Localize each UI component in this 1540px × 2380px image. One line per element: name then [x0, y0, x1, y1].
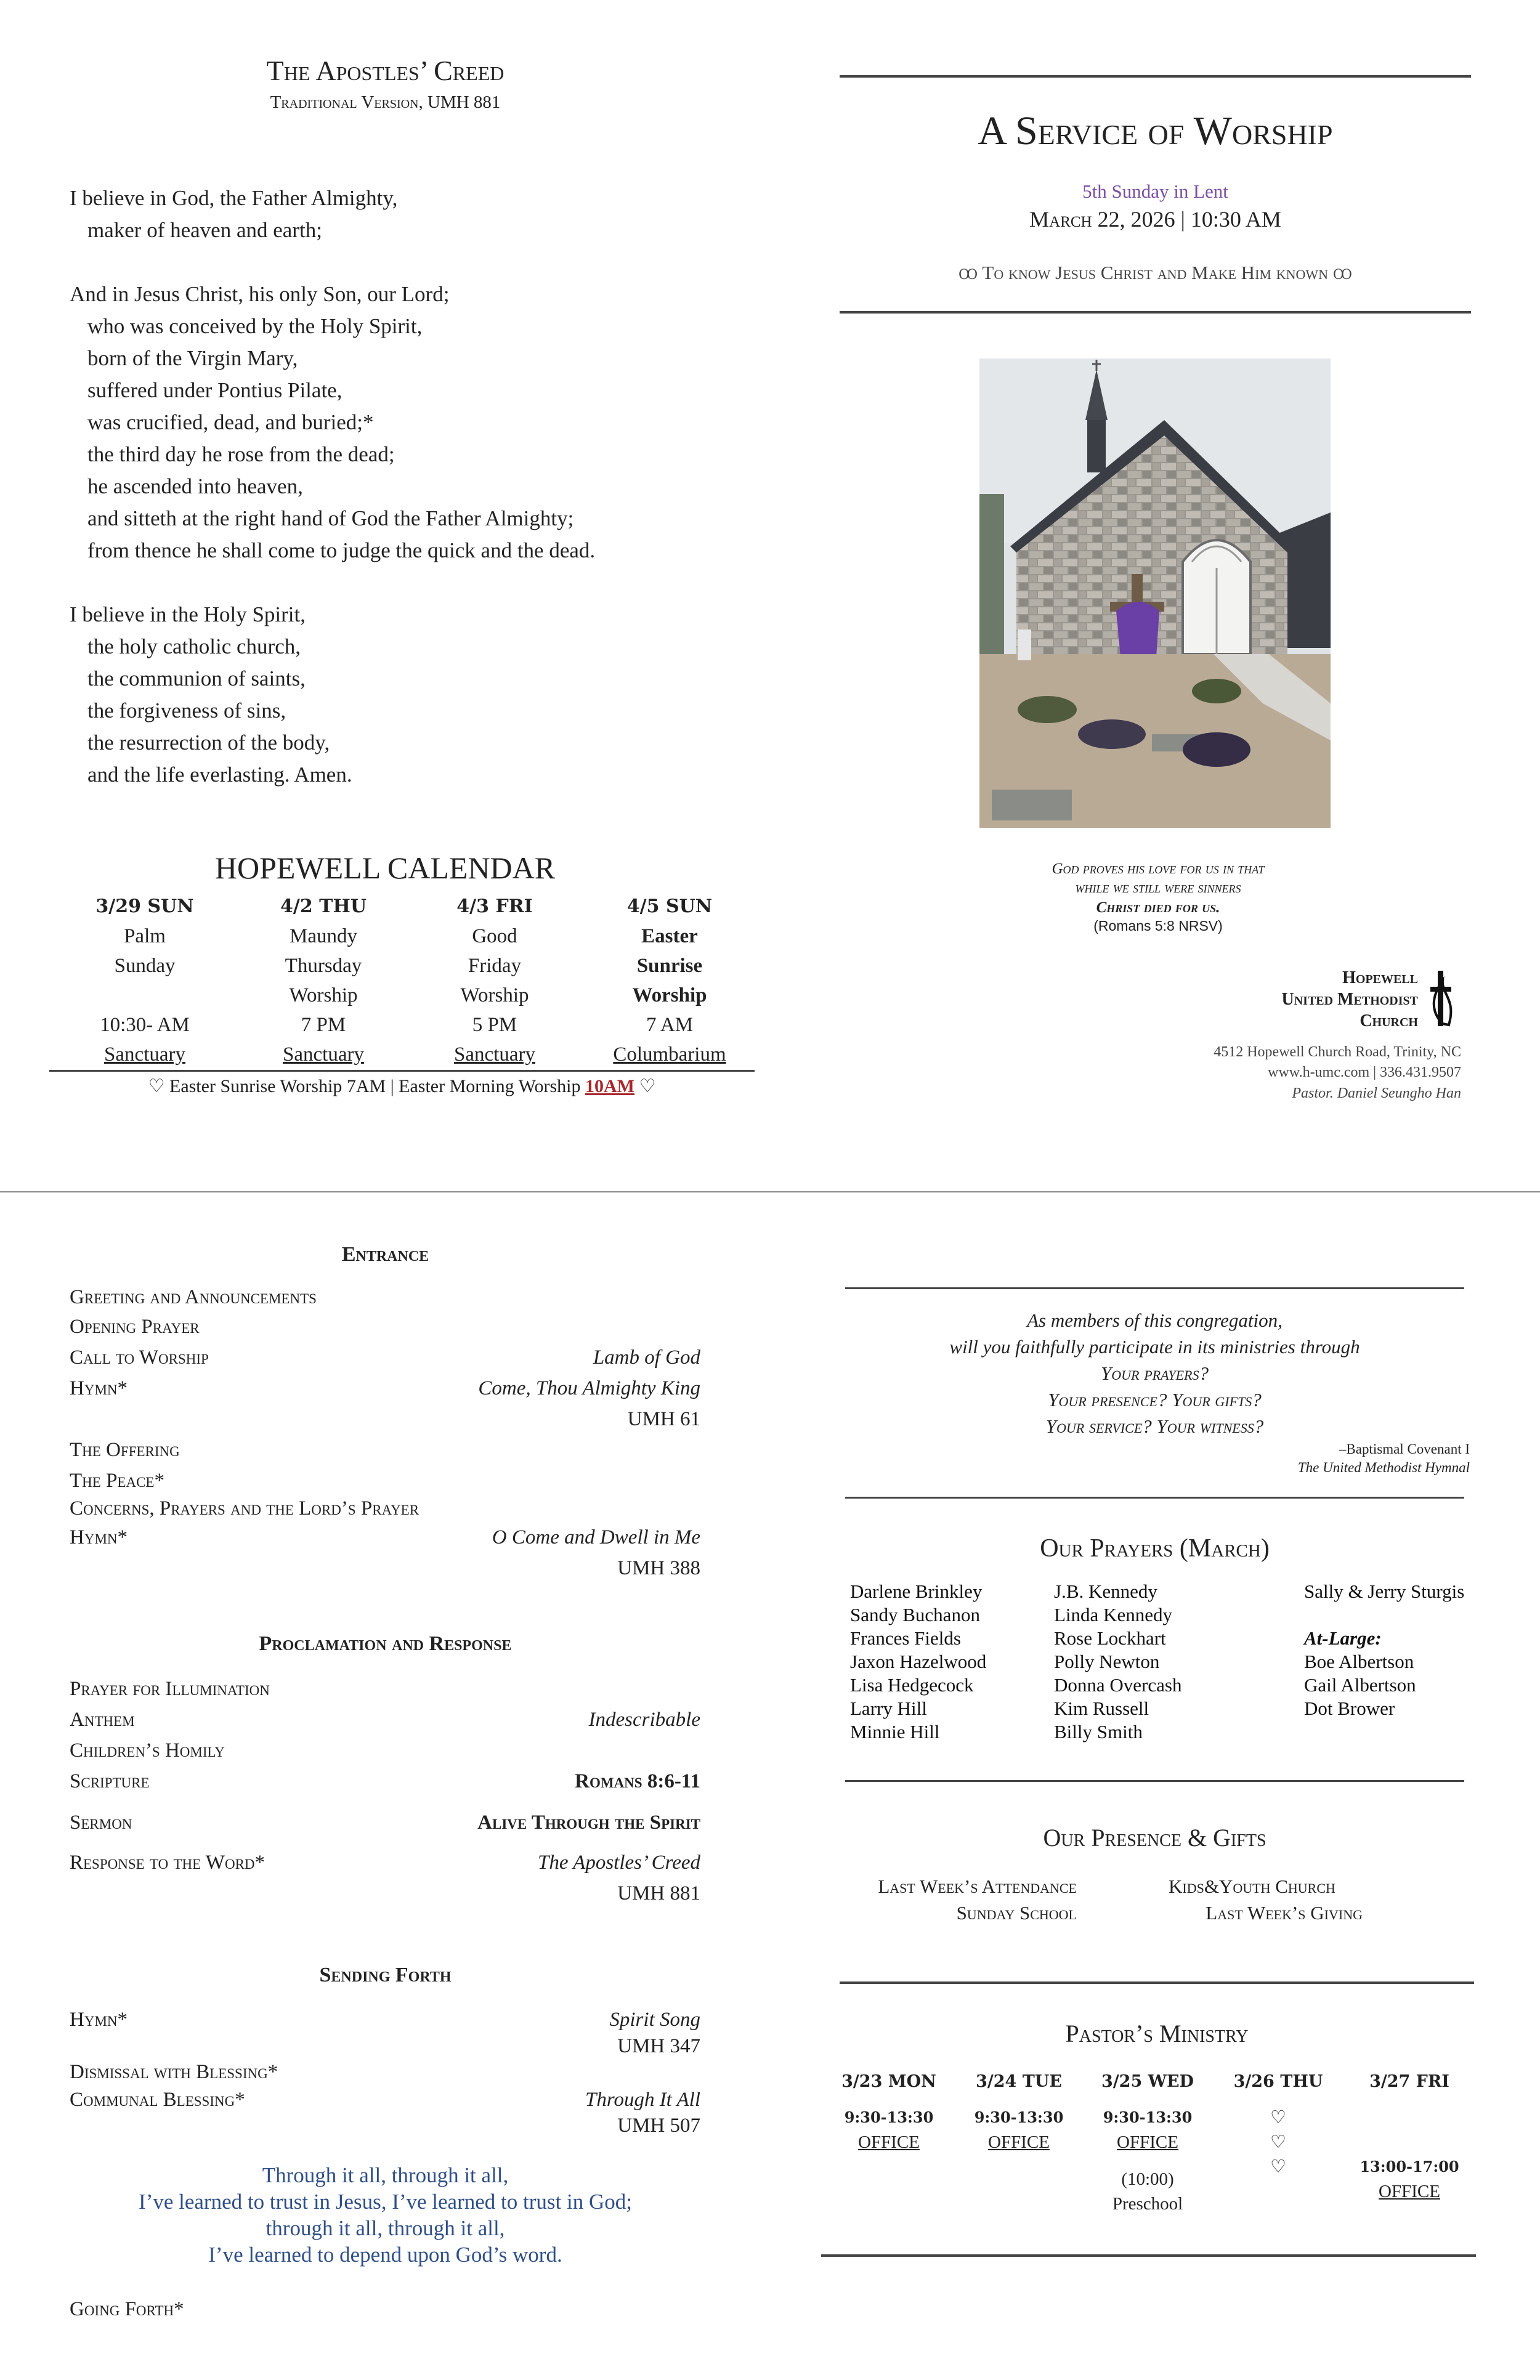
order-item: Prayer for Illumination: [70, 1678, 270, 1700]
prayer-name: Frances Fields: [850, 1627, 961, 1649]
creed-line: who was conceived by the Holy Spirit,: [87, 314, 423, 338]
order-item-hymn-number: UMH 881: [617, 1882, 700, 1904]
lyric-line: I’ve learned to depend upon God’s word.: [208, 2243, 562, 2267]
order-item: Hymn*: [70, 1526, 128, 1548]
heart-icon: ♡: [1270, 2108, 1286, 2127]
cover-occasion: 5th Sunday in Lent: [1082, 180, 1228, 202]
prayers-title: Our Prayers (March): [1040, 1534, 1270, 1563]
creed-line: born of the Virgin Mary,: [87, 346, 298, 370]
order-item-hymn-number: UMH 61: [627, 1408, 700, 1430]
prayer-name: Donna Overcash: [1054, 1674, 1182, 1696]
prayer-name: Linda Kennedy: [1054, 1604, 1172, 1625]
order-item: The Peace*: [70, 1470, 164, 1492]
heart-icon: ♡: [1270, 2132, 1286, 2152]
creed-line: the resurrection of the body,: [87, 731, 330, 755]
ministry-day-place: OFFICE: [858, 2132, 920, 2152]
prayers-col: [850, 1580, 986, 1744]
calendar-day-head: 4/5 SUN: [626, 896, 713, 917]
calendar-day-line: [77, 981, 213, 1010]
order-item-hymn-number: UMH 347: [617, 2035, 700, 2057]
calendar-day-place: Sanctuary: [454, 1043, 535, 1066]
calendar-day: [77, 892, 213, 1069]
church-web: www.h-umc.com | 336.431.9507: [1268, 1064, 1461, 1080]
prayer-name: J.B. Kennedy: [1054, 1581, 1157, 1602]
calendar-day-place: Columbarium: [613, 1043, 726, 1066]
calendar-day-line: Thursday: [285, 955, 362, 977]
ministry-day-head: 3/24 TUE: [976, 2072, 1062, 2091]
order-item: Anthem: [70, 1709, 135, 1731]
order-item: Opening Prayer: [70, 1316, 200, 1338]
cover-date: March 22, 2026 | 10:30 AM: [1029, 207, 1281, 232]
presence-kids: Kids&Youth Church: [1169, 1876, 1335, 1897]
creed-line: the third day he rose from the dead;: [87, 442, 395, 466]
covenant-line: will you faithfully participate in its ministries through: [949, 1336, 1360, 1358]
covenant-rule-top: [845, 1287, 1464, 1289]
calendar-footer-end: ♡: [634, 1076, 656, 1096]
ministry-day: [824, 2070, 954, 2155]
prayer-name: Minnie Hill: [850, 1721, 940, 1742]
prayer-name: Larry Hill: [850, 1698, 927, 1719]
heart-icon: ♡: [1270, 2157, 1286, 2177]
covenant-source-book: The United Methodist Hymnal: [1297, 1460, 1470, 1475]
prayer-name: Polly Newton: [1054, 1651, 1160, 1672]
creed-line: from thence he shall come to judge the quick and the dead.: [87, 538, 596, 562]
cover-verse-1: God proves his love for us in that: [1052, 860, 1265, 877]
ministry-day-extra: (10:00): [1121, 2169, 1174, 2189]
cover-mission: ꝏ To know Jesus Christ and Make Him known ꝏ: [958, 262, 1352, 283]
calendar-day-line: Friday: [468, 955, 522, 977]
order-item: Call to Worship: [70, 1346, 209, 1369]
calendar-title: HOPEWELL CALENDAR: [214, 851, 556, 885]
prayer-name: Sandy Buchanon: [850, 1604, 980, 1625]
ministry-day-time: 9:30-13:30: [974, 2108, 1064, 2126]
prayers-rule: [845, 1780, 1464, 1782]
church-address: 4512 Hopewell Church Road, Trinity, NC: [1214, 1044, 1461, 1060]
order-item: Hymn*: [70, 2009, 128, 2031]
ministry-day: [1345, 2070, 1474, 2204]
order-item: Dismissal with Blessing*: [70, 2061, 278, 2083]
presence-sunday-school: Sunday School: [956, 1902, 1077, 1924]
lyric-line: through it all, through it all,: [265, 2216, 505, 2240]
calendar-day-line: Sunday: [114, 955, 176, 977]
covenant-source: –Baptismal Covenant I: [1339, 1441, 1470, 1457]
prayer-name: Jaxon Hazelwood: [850, 1651, 987, 1672]
ministry-day-head: 3/23 MON: [841, 2072, 936, 2091]
cover-verse-3: Christ died for us.: [1096, 899, 1220, 916]
prayer-name: Rose Lockhart: [1054, 1627, 1166, 1649]
order-item: Concerns, Prayers and the Lord’s Prayer: [70, 1497, 419, 1520]
calendar-day-place: Sanctuary: [283, 1043, 364, 1066]
order-item-detail: Through It All: [585, 2089, 700, 2111]
ministry-day-time: 13:00-17:00: [1360, 2158, 1459, 2176]
creed-line: And in Jesus Christ, his only Son, our Lord;: [70, 282, 450, 306]
calendar-day-line: Worship: [632, 984, 707, 1006]
ministry-day-extra: Preschool: [1112, 2194, 1183, 2214]
calendar-day-time: 7 AM: [646, 1014, 694, 1036]
order-item-hymn-number: UMH 388: [617, 1557, 700, 1579]
covenant-line: Your prayers?: [1101, 1362, 1209, 1384]
cover-title: A Service of Worship: [978, 108, 1333, 153]
page-split: [0, 1191, 1540, 1192]
calendar-day-line: Sunrise: [636, 955, 703, 977]
church-pastor: Pastor. Daniel Seungho Han: [1292, 1085, 1461, 1101]
ministry-title: Pastor’s Ministry: [1065, 2020, 1249, 2047]
church-name-3: Church: [1360, 1011, 1418, 1030]
church-name-1: Hopewell: [1342, 968, 1418, 987]
church-name-2: United Methodist: [1281, 990, 1418, 1009]
order-item-detail: Alive Through the Spirit: [477, 1811, 700, 1834]
cross-flame-logo-icon: [1424, 968, 1464, 1030]
ministry-day-place: OFFICE: [988, 2132, 1050, 2152]
covenant-line: Your service? Your witness?: [1045, 1415, 1264, 1437]
covenant-line: Your presence? Your gifts?: [1048, 1389, 1262, 1411]
covenant-rule-bottom: [845, 1497, 1464, 1499]
creed-line: he ascended into heaven,: [87, 474, 303, 498]
ministry-day: [954, 2070, 1084, 2155]
order-item-detail: Lamb of God: [593, 1346, 700, 1369]
calendar-footer-highlight: 10AM: [585, 1076, 634, 1096]
calendar-day-head: 4/2 THU: [280, 896, 367, 917]
ministry-day-time: 9:30-13:30: [1103, 2108, 1193, 2126]
cover-rule-top: [840, 75, 1471, 78]
calendar-day-time: 10:30- AM: [100, 1014, 190, 1036]
creed-line: and sitteth at the right hand of God the Father Almighty;: [87, 506, 574, 530]
section-proclamation: Proclamation and Response: [259, 1632, 512, 1655]
prayer-name: Gail Albertson: [1304, 1674, 1416, 1696]
presence-giving: Last Week’s Giving: [1206, 1902, 1363, 1924]
prayer-name: Sally & Jerry Sturgis: [1304, 1581, 1465, 1602]
order-item-detail: Indescribable: [588, 1709, 700, 1731]
prayer-name: Billy Smith: [1054, 1721, 1143, 1742]
ministry-day-place: OFFICE: [1379, 2182, 1440, 2201]
prayer-name: Boe Albertson: [1304, 1651, 1414, 1672]
prayers-at-large: At-Large:: [1304, 1627, 1382, 1649]
creed-line: the communion of saints,: [87, 666, 306, 690]
calendar-day-time: 5 PM: [472, 1014, 517, 1036]
ministry-day-head: 3/25 WED: [1101, 2072, 1194, 2091]
creed-title: The Apostles’ Creed: [266, 55, 505, 86]
calendar-day-line: Worship: [289, 984, 358, 1006]
order-item-hymn-number: UMH 507: [617, 2115, 700, 2137]
creed-line: suffered under Pontius Pilate,: [87, 378, 342, 402]
section-entrance: Entrance: [341, 1243, 429, 1266]
prayer-name: Dot Brower: [1304, 1698, 1395, 1719]
lyric-line: Through it all, through it all,: [262, 2163, 509, 2187]
calendar-day-time: 7 PM: [301, 1014, 346, 1036]
prayers-col: [1054, 1580, 1181, 1744]
ministry-day-time: 9:30-13:30: [844, 2108, 934, 2126]
calendar-day-place: Sanctuary: [104, 1043, 185, 1066]
ministry-day: [1083, 2070, 1212, 2216]
order-item: Response to the Word*: [70, 1852, 265, 1874]
prayer-name: Lisa Hedgecock: [850, 1674, 974, 1696]
order-item: Scripture: [70, 1770, 150, 1792]
order-item-detail: O Come and Dwell in Me: [492, 1526, 700, 1548]
prayers-col: [1304, 1580, 1464, 1720]
creed-line: I believe in the Holy Spirit,: [70, 602, 306, 626]
calendar-day-line: Maundy: [290, 925, 357, 947]
ministry-day-head: 3/26 THU: [1233, 2072, 1323, 2091]
calendar-day: [427, 892, 562, 1069]
order-item: Sermon: [70, 1811, 132, 1834]
prayer-name: Kim Russell: [1054, 1698, 1149, 1719]
creed-line: I believe in God, the Father Almighty,: [70, 186, 398, 210]
order-item: The Offering: [70, 1439, 180, 1461]
ministry-day-place: OFFICE: [1117, 2132, 1178, 2152]
calendar-day-line: Worship: [460, 984, 529, 1006]
presence-title: Our Presence & Gifts: [1043, 1824, 1266, 1852]
order-item-detail: Romans 8:6-11: [575, 1770, 700, 1792]
calendar-day-head: 3/29 SUN: [95, 896, 194, 917]
church-photo: [979, 358, 1331, 828]
calendar-divider: [49, 1070, 755, 1072]
cover-verse-2: while we still were sinners: [1075, 880, 1241, 896]
ministry-rule: [821, 2254, 1476, 2257]
calendar-day: [256, 892, 391, 1069]
presence-rule: [840, 1981, 1474, 1984]
order-item-detail: Spirit Song: [609, 2009, 700, 2031]
calendar-day-line: Easter: [641, 925, 698, 947]
calendar-day-line: Good: [472, 925, 517, 947]
creed-subtitle: Traditional Version, UMH 881: [270, 92, 501, 112]
order-item: Greeting and Announcements: [70, 1286, 317, 1308]
prayer-name: Darlene Brinkley: [850, 1581, 983, 1602]
cover-rule-bottom: [840, 311, 1471, 314]
ministry-day-head: 3/27 FRI: [1369, 2072, 1449, 2091]
calendar-footer: [49, 1075, 755, 1097]
calendar-day-head: 4/3 FRI: [456, 896, 533, 917]
calendar-footer-text: ♡ Easter Sunrise Worship 7AM | Easter Morning Worship: [148, 1076, 585, 1096]
cover-verse-ref: (Romans 5:8 NRSV): [1093, 918, 1223, 934]
lyrics: [70, 2162, 701, 2268]
covenant: [845, 1307, 1464, 1439]
ministry-day: [1214, 2070, 1343, 2179]
creed-line: the forgiveness of sins,: [87, 698, 286, 722]
calendar-day: [602, 892, 737, 1069]
section-sending: Sending Forth: [319, 1964, 452, 1986]
order-item-detail: The Apostles’ Creed: [538, 1852, 700, 1874]
covenant-line: As members of this congregation,: [1027, 1309, 1283, 1331]
order-item: Going Forth*: [70, 2298, 184, 2320]
creed-line: maker of heaven and earth;: [87, 218, 322, 242]
order-item-detail: Come, Thou Almighty King: [478, 1377, 700, 1399]
order-item: Hymn*: [70, 1377, 128, 1399]
order-item: Communal Blessing*: [70, 2089, 245, 2111]
creed-line: and the life everlasting. Amen.: [87, 763, 352, 787]
creed-line: was crucified, dead, and buried;*: [87, 410, 374, 434]
calendar-day-line: Palm: [124, 925, 166, 947]
order-item: Children’s Homily: [70, 1739, 225, 1762]
creed-line: the holy catholic church,: [87, 634, 301, 658]
presence-attendance: Last Week’s Attendance: [878, 1876, 1077, 1897]
lyric-line: I’ve learned to trust in Jesus, I’ve learned to trust in God;: [139, 2190, 632, 2214]
